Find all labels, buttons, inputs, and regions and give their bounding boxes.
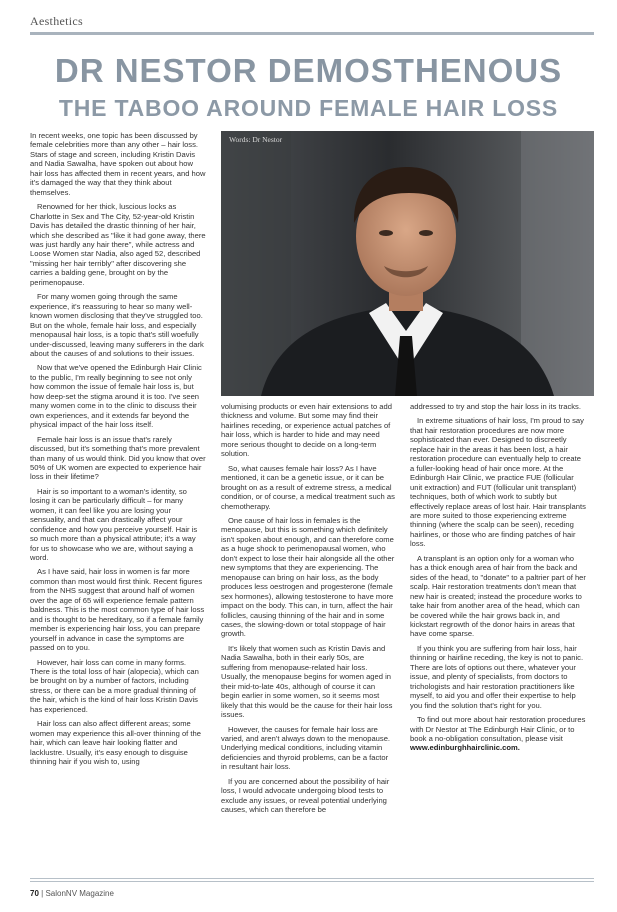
portrait-illustration bbox=[221, 131, 594, 396]
paragraph: Renowned for her thick, luscious locks as Charlotte in Sex and The City, 52-year-old Kristin Davis has detailed the drastic thinning of her hair, which she described as "like it had gone away, there was just hardly any hair there", while actress and Loose Women star Nadia, also aged 52, described "missing her hair terribly" after discovering she carries a balding gene, brought on by the perimenopause. bbox=[30, 202, 206, 287]
paragraph: Hair is so important to a woman's identity, so losing it can be particularly difficult – for many women, it can feel like you are losing your sensuality, and that can drastically affect your confidence and how you perceive yourself. Hair is so much more than a physical attribute; it's a way for us to showcase who we are, without saying a word. bbox=[30, 486, 198, 563]
article-subtitle: THE TABOO AROUND FEMALE HAIR LOSS bbox=[58, 95, 559, 121]
paragraph: addressed to try and stop the hair loss in its tracks. bbox=[410, 402, 581, 411]
paragraph: It's likely that women such as Kristin Davis and Nadia Sawalha, both in their early 50s, are suffering from menopause-related hair loss. Usually, the menopause begins for women aged in their mid-to-late 40s, although of course it can begin earlier in some women, so it seems most likely that this would be the cause for their hair loss issues. bbox=[221, 643, 393, 720]
article-title: DR NESTOR DEMOSTHENOUS bbox=[54, 52, 563, 89]
section-label: Aesthetics bbox=[30, 14, 83, 28]
paragraph: So, what causes female hair loss? As I have mentioned, it can be a genetic issue, or it can be brought on as a result of extreme stress, a medical condition, or of course, a medical treatment such as chemotherapy. bbox=[221, 463, 395, 511]
bottom-divider bbox=[30, 878, 594, 879]
text-column-1 bbox=[30, 131, 206, 772]
photo-credit: Words: Dr Nestor bbox=[229, 135, 283, 144]
paragraph: In recent weeks, one topic has been discussed by female celebrities more than any other – hair loss. Stars of stage and screen, including Kristin Davis and Nadia Sawalha, have spoken out about how hair loss has affected them in recent years, and how it's damaged the way that they think about themselves. bbox=[30, 131, 206, 197]
top-divider bbox=[30, 32, 594, 35]
magazine-name: SalonNV Magazine bbox=[45, 889, 114, 898]
paragraph: For many women going through the same experience, it's reassuring to hear so many well-known women disclosing that they've struggled too. But on the whole, female hair loss, and especially menopausal hair loss, is a topic that's still woefully under-discussed, leaving many sufferers in the dark about the causes of and solutions to their issues. bbox=[30, 292, 204, 358]
footer-separator: | bbox=[41, 889, 44, 898]
closing-text: To find out more about hair restoration procedures with Dr Nestor at The Edinburgh Hair Clinic, or to book a no-obligation consultation, please visit bbox=[410, 715, 586, 743]
paragraph: Female hair loss is an issue that's rarely discussed, but it's something that's more prevalent than many of us would think. Did you know that over 50% of UK women are expected to experience hair loss in their lifetime? bbox=[30, 434, 206, 482]
clinic-website-link[interactable]: www.edinburghhairclinic.com. bbox=[410, 743, 520, 753]
paragraph: However, hair loss can come in many forms. There is the total loss of hair (alopecia), which can be brought on by a number of factors, including stress, or there can be a more gradual thinning of the hair, which is the kind of hair loss Kristin Davis has experienced. bbox=[30, 657, 199, 714]
paragraph: If you are concerned about the possibility of hair loss, I would advocate undergoing blood tests to exclude any issues, or reveal potential underlying causes, which can therefore be bbox=[221, 776, 390, 815]
text-column-3 bbox=[410, 402, 586, 758]
paragraph: Now that we've opened the Edinburgh Hair Clinic to the public, I'm really beginning to see not only how common the issue of female hair loss is, but how deep-set the stigma around it is too. I've seen many women come in to the clinic to discuss their own experiences, and it extends far beyond the physical impact of the hair loss itself. bbox=[30, 363, 202, 430]
bottom-divider bbox=[30, 881, 594, 882]
paragraph: volumising products or even hair extensions to add thickness and volume. But some may find their hairlines receding, or experience actual patches of hair loss, which is harder to hide and may need more serious thought to decide on a long-term solution. bbox=[221, 402, 392, 459]
paragraph: A transplant is an option only for a woman who has a thick enough area of hair from the back and sides of the head, to "donate" to a paltrier part of her scalp. Hair restoration treatments don't mean that new hair is created; instead the procedure works to take hair from another area of the head, which can be covered while the hair grows back in, and kickstart regrowth of the donor hairs in areas that have come sparse. bbox=[410, 553, 586, 639]
paragraph: One cause of hair loss in females is the menopause, but this is something which definitely isn't spoken about enough, and can therefore come as a huge shock to perimenopausal women, who don't expect to lose their hair alongside all the other new symptoms that they are experiencing. The menopause can bring on hair loss, as the body produces less oestrogen and progesterone (female sex hormones), allowing testosterone to have more impact on the body. This can, in turn, affect the hair follicles, causing thinning of the hair and in some cases, the slowing-down or total stoppage of hair growth. bbox=[221, 515, 395, 639]
paragraph: If you think you are suffering from hair loss, hair thinning or hairline receding, the key is not to panic. There are lots of options out there, whatever your issue, and plenty of specialists, from doctors to trichologists and hair restoration practitioners like myself, to aid you and offer their expertise to help you find the solution that's right for you. bbox=[410, 643, 584, 710]
paragraph: As I have said, hair loss in women is far more common than most would first think. Recent figures from the NHS suggest that around half of women over the age of 65 will experience female pattern baldness. This is the most common type of hair loss and is thought to be hereditary, so if a female family member is experiencing hair loss, you can prepare yourself in advance in case the symptoms are passed on to you. bbox=[30, 567, 205, 653]
page-number: 70 bbox=[30, 889, 39, 898]
paragraph: However, the causes for female hair loss are varied, and aren't always down to the menopause. Underlying medical conditions, including vitamin deficiencies and thyroid problems, can be a factor in resultant hair loss. bbox=[221, 724, 391, 772]
paragraph bbox=[410, 715, 586, 753]
author-portrait-photo bbox=[221, 131, 594, 396]
text-column-2 bbox=[221, 402, 395, 820]
page-footer bbox=[30, 889, 114, 898]
paragraph: In extreme situations of hair loss, I'm proud to say that hair restoration procedures are now more sophisticated than ever. Designed to discreetly replace hair in the areas it has been lost, a hair restoration procedure can eventually help to create a fuller-looking head of hair once more. At the Edinburgh Hair Clinic, we practice FUE (follicular unit extraction) and FUT (follicular unit transplant) techniques, both of which work to subtly but effectively replace areas of lost hair. Hair transplants are more suited to those experiencing extreme thinning (where the scalp can be seen), receding hairlines, or those who are finding patches of hair loss. bbox=[410, 416, 586, 549]
paragraph: Hair loss can also affect different areas; some women may experience this all-over thinning of the hair, which can leave hair looking flatter and lacklustre. Usually, it's easy enough to disguise thinning hair if you wish to, using bbox=[30, 719, 201, 767]
